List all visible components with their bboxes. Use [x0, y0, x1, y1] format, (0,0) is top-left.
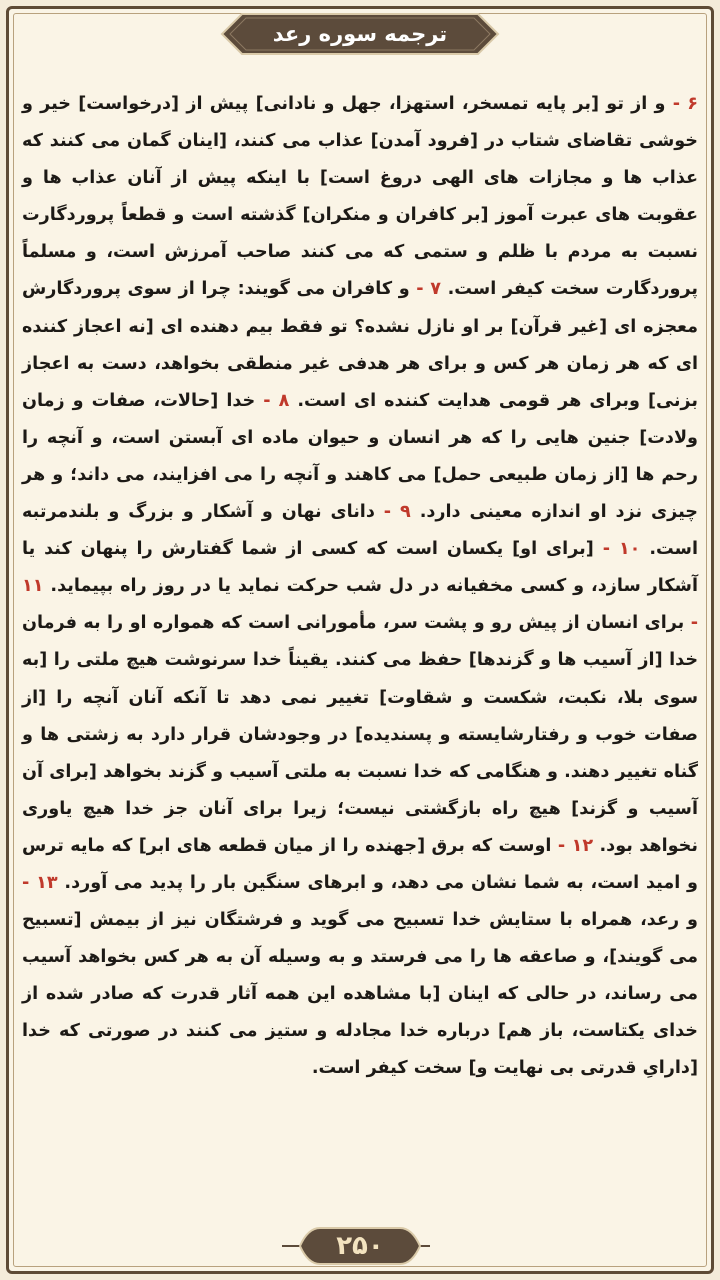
verse-number: ۱۳ - [22, 872, 58, 893]
verse-number: ۱۰ - [602, 539, 641, 560]
verse-paragraph [22, 86, 698, 1088]
verse-number: ۶ - [672, 94, 698, 114]
verse-text: اوست که برق [جهنده را از میان قطعه های ابر] که مایه ترس و امید است، به شما نشان می دهد، و ابرهای سنگین بار را پدید می آورد. [22, 835, 698, 893]
page-title: ترجمه سوره رعد [272, 22, 448, 46]
verse-text: و کافران می گویند: چرا از سوی پروردگارش معجزه ای [غیر قرآن] بر او نازل نشده؟ تو فقط بیم دهنده ای [نه اعجاز کننده ای که هر زمان هر کس و برای هر هدفی غیر منطقی بخواهد، دست به اعجاز بزنی] وبرای هر قومی هدایت کننده ای است. [22, 279, 698, 411]
verse-text: [برای او] یکسان است که کسی از شما گفتارش را پنهان کند یا آشکار سازد، و کسی مخفیانه در دل شب حرکت نماید یا در روز راه بپیماید. [22, 539, 698, 597]
verse-text: و رعد، همراه با ستایش خدا تسبیح می گوید و فرشتگان نیز از بیمش [تسبیح می گویند]، و صاعقه ها را می فرستد و به وسیله آن به هر کس بخواهد آسیب می رساند، در حالی که اینان [با مشاهده این همه آثار قدرت که صادر شده از خدای یکتاست، باز هم] درباره خدا مجادله و ستیز می کنند در صورتی که خدا [دارایِ قدرتی بی نهایت و] سخت کیفر است. [22, 910, 698, 1079]
title-banner [220, 12, 500, 56]
verse-number: ۷ - [416, 279, 441, 300]
translation-text [22, 86, 698, 1088]
verse-text: دانای نهان و آشکار و بزرگ و بلندمرتبه است. [22, 502, 698, 560]
verse-text: و از تو [بر پایه تمسخر، استهزا، جهل و نادانی] پیش از [درخواست] خیر و خوشی تقاضای شتاب در [فرود آمدن] عذاب می کنند، [اینان گمان می کنند که عذاب ها و مجازات های الهی دروغ است] با اینکه پیش از آنان عذاب ها و عقوبت های عبرت آموز [بر کافران و منکران] گذشته است و قطعاً پروردگارت نسبت به مردم با ظلم و ستمی که می کنند صاحب آمرزش است، و مسلماً پروردگارت سخت کیفر است. [22, 94, 698, 300]
verse-number: ۹ - [383, 502, 411, 523]
verse-number: ۱۱ - [22, 576, 698, 634]
verse-number: ۸ - [263, 390, 290, 411]
verse-number: ۱۲ - [557, 835, 594, 856]
verse-text: برای انسان از پیش رو و پشت سر، مأمورانی است که همواره او را به فرمان خدا [از آسیب ها و گزندها] حفظ می کنند. یقیناً خدا سرنوشت هیچ ملتی را [به سوی بلا، نکبت، شکست و شقاوت] تغییر نمی دهد تا آنکه آنان آنچه را [از صفات خوب و رفتارشایسته و پسندیده] در وجودشان قرار دارد به زشتی ها و گناه تغییر دهند. و هنگامی که خدا نسبت به ملتی آسیب و گزند بخواهد [برای آن آسیب و گزند] هیچ راه بازگشتی نیست؛ زیرا برای آنان جز خدا هیچ یاوری نخواهد بود. [22, 613, 698, 856]
page-number-badge [280, 1218, 440, 1274]
page-number: ۲۵۰ [336, 1231, 384, 1261]
verse-text: خدا [حالات، صفات و زمان ولادت] جنین هایی را که هر انسان و حیوان ماده ای آبستن است، و آنچه را رحم ها [از زمان طبیعی حمل] می کاهند و آنچه را می افزایند، می داند؛ و هر چیزی نزد او اندازه معینی دارد. [22, 390, 698, 523]
